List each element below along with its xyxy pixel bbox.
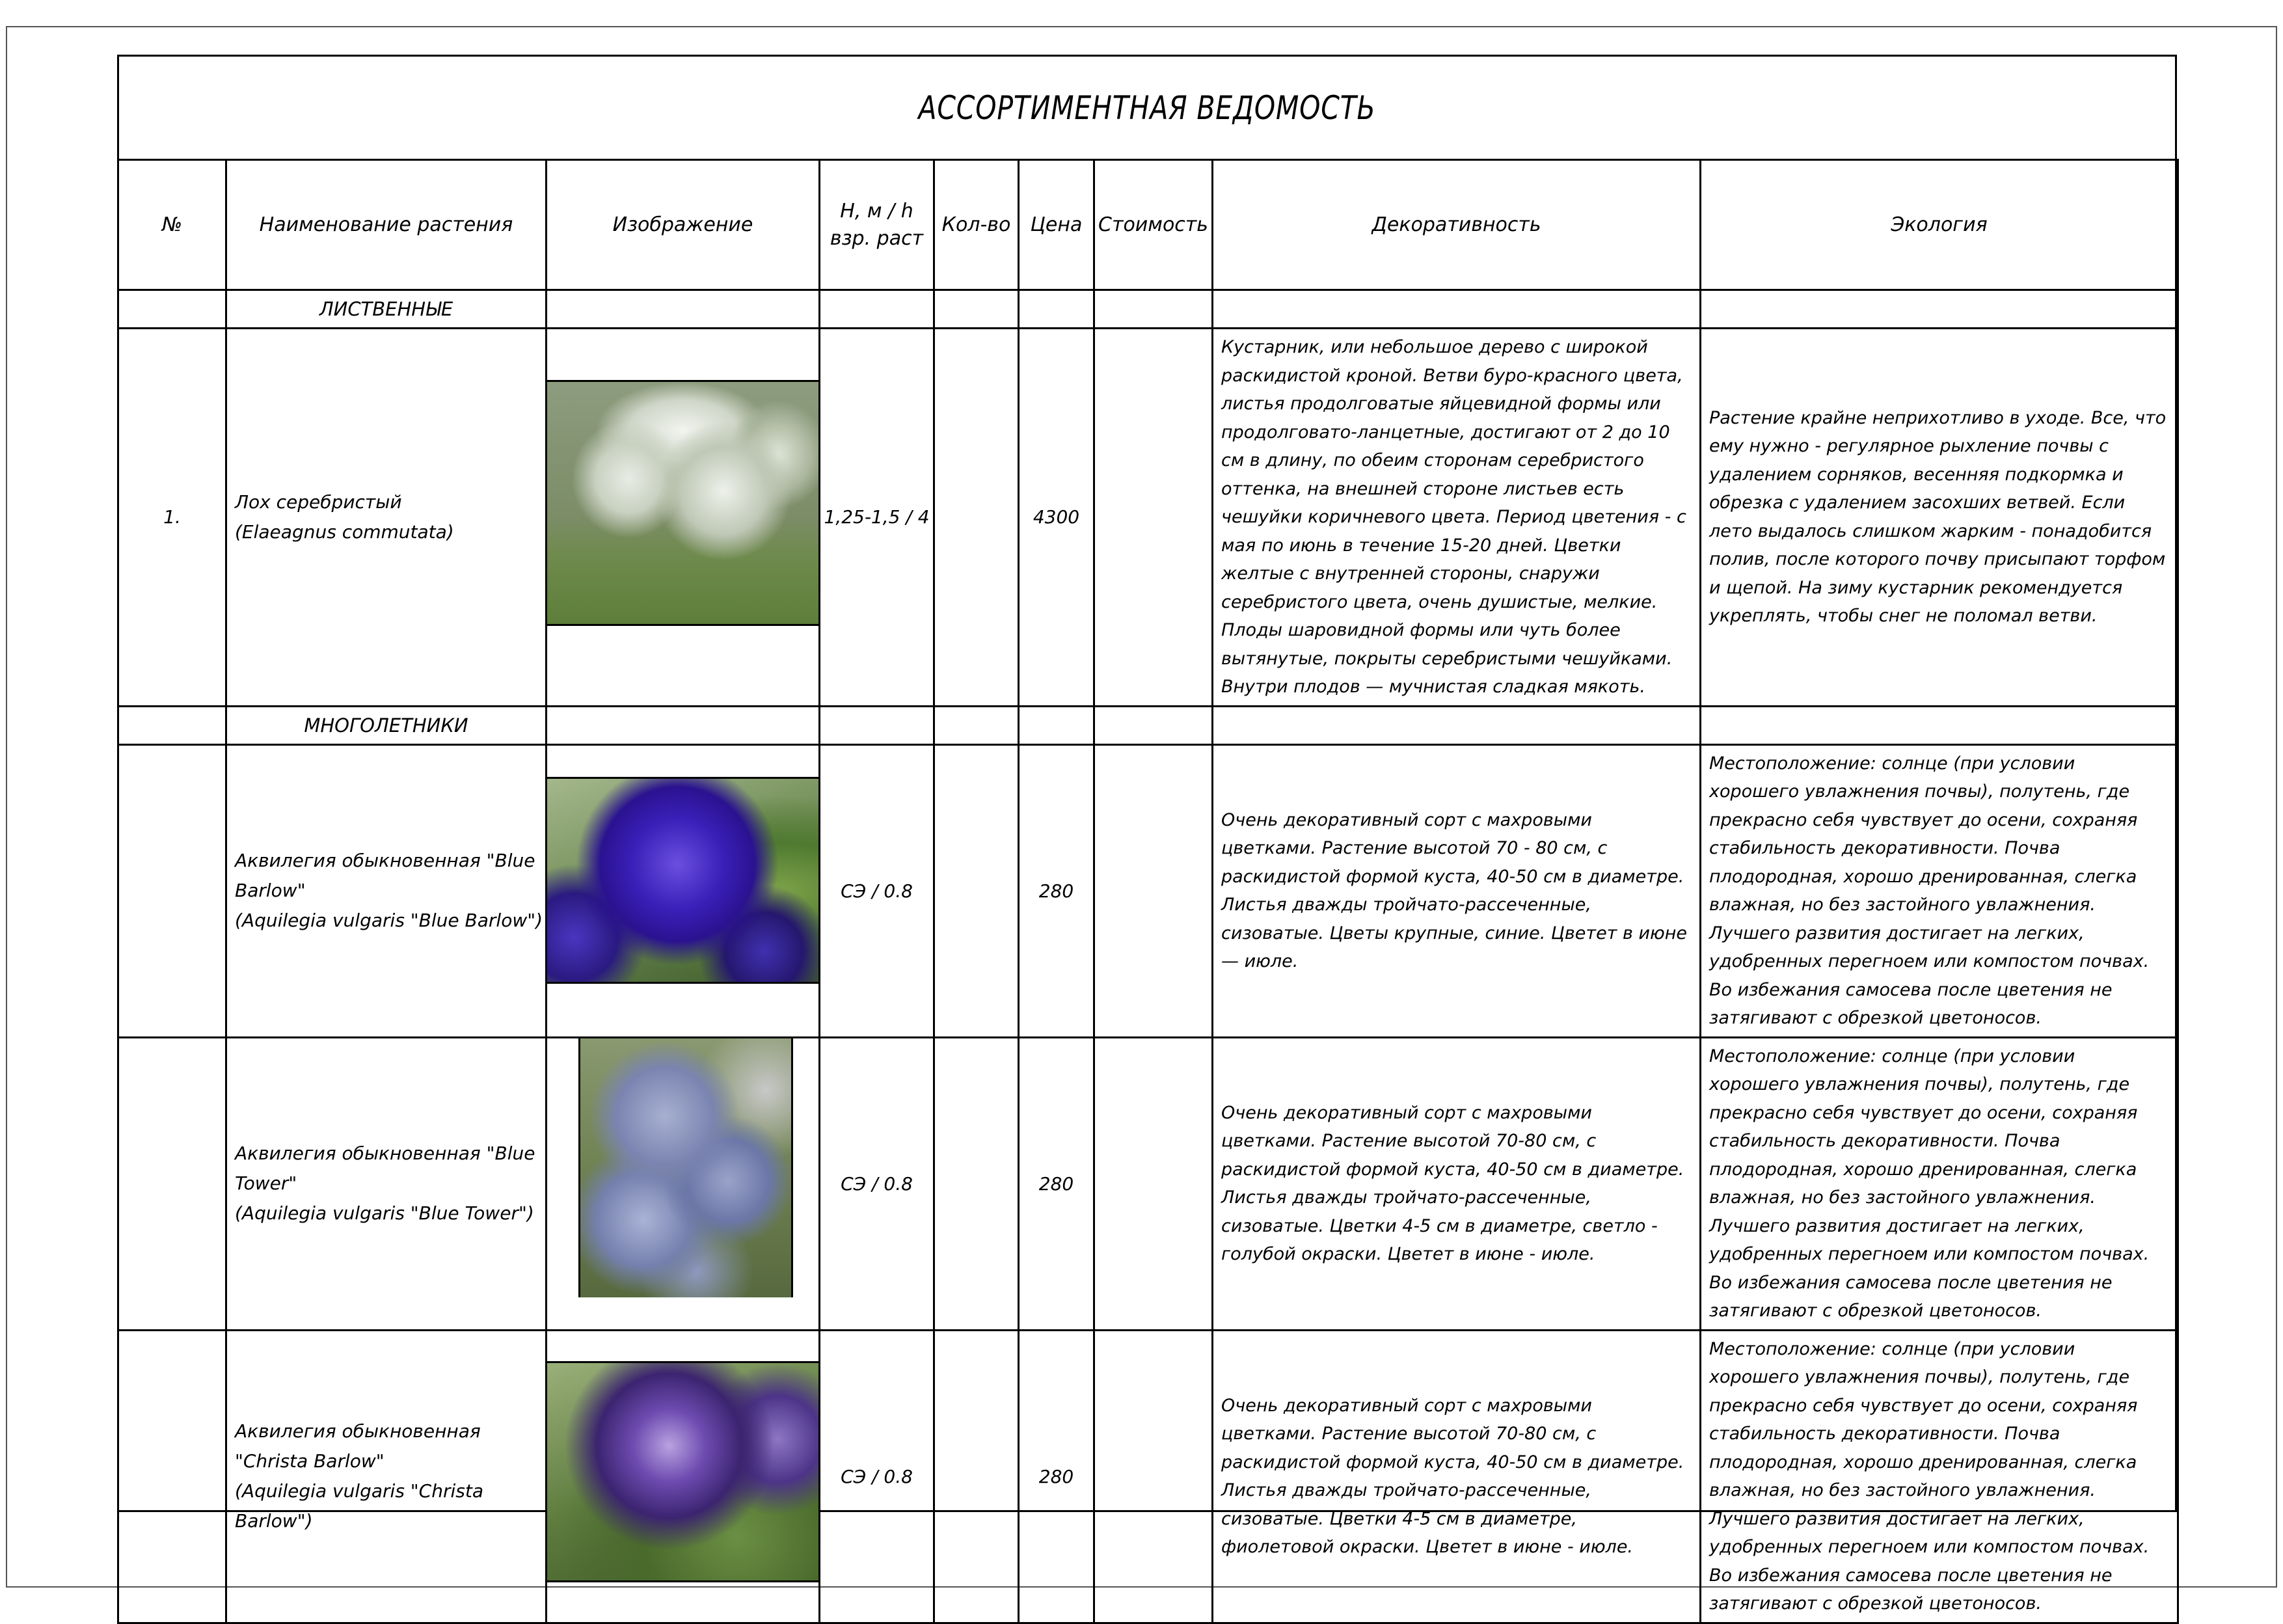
table-row [118,1330,2178,1623]
plant-height: 1,25-1,5 / 4 [820,329,934,707]
table-row [118,329,2178,707]
section-row-perennials [118,706,2178,744]
header-image: Изображение [547,160,820,290]
plant-image-cell [547,1330,820,1623]
row-number: 1. [118,329,226,707]
header-name: Наименование растения [226,160,547,290]
header-decor: Декоративность [1213,160,1701,290]
blue-tower-flower-photo [578,1038,793,1297]
row-number [118,744,226,1037]
plant-height: СЭ / 0.8 [820,1037,934,1330]
plant-height: СЭ / 0.8 [820,1330,934,1623]
plant-name: Аквилегия обыкновенная "Blue Barlow" (Aquilegia vulgaris "Blue Barlow") [226,744,547,1037]
header-price: Цена [1019,160,1094,290]
plant-name: Аквилегия обыкновенная "Blue Tower" (Aquilegia vulgaris "Blue Tower") [226,1037,547,1330]
table-row [118,1037,2178,1330]
plant-qty [934,1037,1019,1330]
header-row [118,160,2178,290]
plant-height: СЭ / 0.8 [820,744,934,1037]
header-num: № [118,160,226,290]
document-title: АССОРТИМЕНТНАЯ ВЕДОМОСТЬ [918,89,1376,127]
plant-cost [1094,744,1213,1037]
plant-ecology: Местоположение: солнце (при условии хорошего увлажнения почвы), полутень, где прекрасно себя чувствует до осени, сохраняя стабильность декоративности. Почва плодородная, хорошо дренированная, слегка влажная, но без застойного увлажнения. Лучшего развития достигает на легких, удобренных перегноем или компостом почвах. Во избежания самосева после цветения не затягивают с обрезкой цветоносов. [1701,1330,2178,1623]
plant-decor: Очень декоративный сорт с махровыми цветками. Растение высотой 70-80 см, с раскидистой формой куста, 40-50 см в диаметре. Листья дважды тройчато-рассеченные, сизоватые. Цветки 4-5 см в диаметре, фиолетовой окраски. Цветет в июне - июле. [1213,1330,1701,1623]
plant-image-cell [547,329,820,707]
plant-price: 4300 [1019,329,1094,707]
plant-decor: Кустарник, или небольшое дерево с широкой раскидистой кроной. Ветви буро-красного цвета, листья продолговатые яйцевидной формы или продолговато-ланцетные, достигают от 2 до 10 см в длину, по обеим сторонам серебристого оттенка, на внешней стороне листьев есть чешуйки коричневого цвета. Период цветения - с мая по июнь в течение 15-20 дней. Цветки желтые с внутренней стороны, снаружи серебристого цвета, очень душистые, мелкие. Плоды шаровидной формы или чуть более вытянутые, покрыты серебристыми чешуйками. Внутри плодов — мучнистая сладкая мякоть. [1213,329,1701,707]
plant-price: 280 [1019,744,1094,1037]
assortment-table [117,159,2179,1624]
header-cost: Стоимость [1094,160,1213,290]
table-row [118,744,2178,1037]
silverberry-shrub-photo [547,380,818,626]
plant-price: 280 [1019,1330,1094,1623]
plant-ecology: Растение крайне неприхотливо в уходе. Все, что ему нужно - регулярное рыхление почвы с удалением сорняков, весенняя подкормка и обрезка с удалением засохших ветвей. Если лето выдалось слишком жарким - понадобится полив, после которого почву присыпают торфом и щепой. На зиму кустарник рекомендуется укреплять, чтобы снег не поломал ветви. [1701,329,2178,707]
row-number [118,1330,226,1623]
plant-cost [1094,329,1213,707]
section-label-deciduous: ЛИСТВЕННЫЕ [226,290,547,329]
header-ecology: Экология [1701,160,2178,290]
plant-decor: Очень декоративный сорт с махровыми цветками. Растение высотой 70-80 см, с раскидистой формой куста, 40-50 см в диаметре. Листья дважды тройчато-рассеченные, сизоватые. Цветки 4-5 см в диаметре, светло - голубой окраски. Цветет в июне - июле. [1213,1037,1701,1330]
christa-barlow-flower-photo [547,1361,818,1582]
plant-image-cell [547,1037,820,1330]
plant-name: Аквилегия обыкновенная "Christa Barlow" (Aquilegia vulgaris "Christa Barlow") [226,1330,547,1623]
plant-decor: Очень декоративный сорт с махровыми цветками. Растение высотой 70 - 80 см, с раскидистой формой куста, 40-50 см в диаметре. Листья дважды тройчато-рассеченные, сизоватые. Цветы крупные, синие. Цветет в июне — июле. [1213,744,1701,1037]
plant-cost [1094,1330,1213,1623]
row-number [118,1037,226,1330]
plant-ecology: Местоположение: солнце (при условии хорошего увлажнения почвы), полутень, где прекрасно себя чувствует до осени, сохраняя стабильность декоративности. Почва плодородная, хорошо дренированная, слегка влажная, но без застойного увлажнения. Лучшего развития достигает на легких, удобренных перегноем или компостом почвах. Во избежания самосева после цветения не затягивают с обрезкой цветоносов. [1701,1037,2178,1330]
assortment-sheet [117,55,2177,1614]
plant-qty [934,744,1019,1037]
plant-qty [934,1330,1019,1623]
section-label-perennials: МНОГОЛЕТНИКИ [226,706,547,744]
plant-image-cell [547,744,820,1037]
plant-qty [934,329,1019,707]
plant-name: Лох серебристый (Elaeagnus commutata) [226,329,547,707]
plant-ecology: Местоположение: солнце (при условии хорошего увлажнения почвы), полутень, где прекрасно себя чувствует до осени, сохраняя стабильность декоративности. Почва плодородная, хорошо дренированная, слегка влажная, но без застойного увлажнения. Лучшего развития достигает на легких, удобренных перегноем или компостом почвах. Во избежания самосева после цветения не затягивают с обрезкой цветоносов. [1701,744,2178,1037]
plant-price: 280 [1019,1037,1094,1330]
header-height-line1: Н, м / h [840,199,913,223]
header-height-line2: взр. раст [830,226,924,250]
plant-cost [1094,1037,1213,1330]
blue-barlow-flower-photo [547,777,818,984]
section-row-deciduous [118,290,2178,329]
header-height [820,160,934,290]
header-qty: Кол-во [934,160,1019,290]
